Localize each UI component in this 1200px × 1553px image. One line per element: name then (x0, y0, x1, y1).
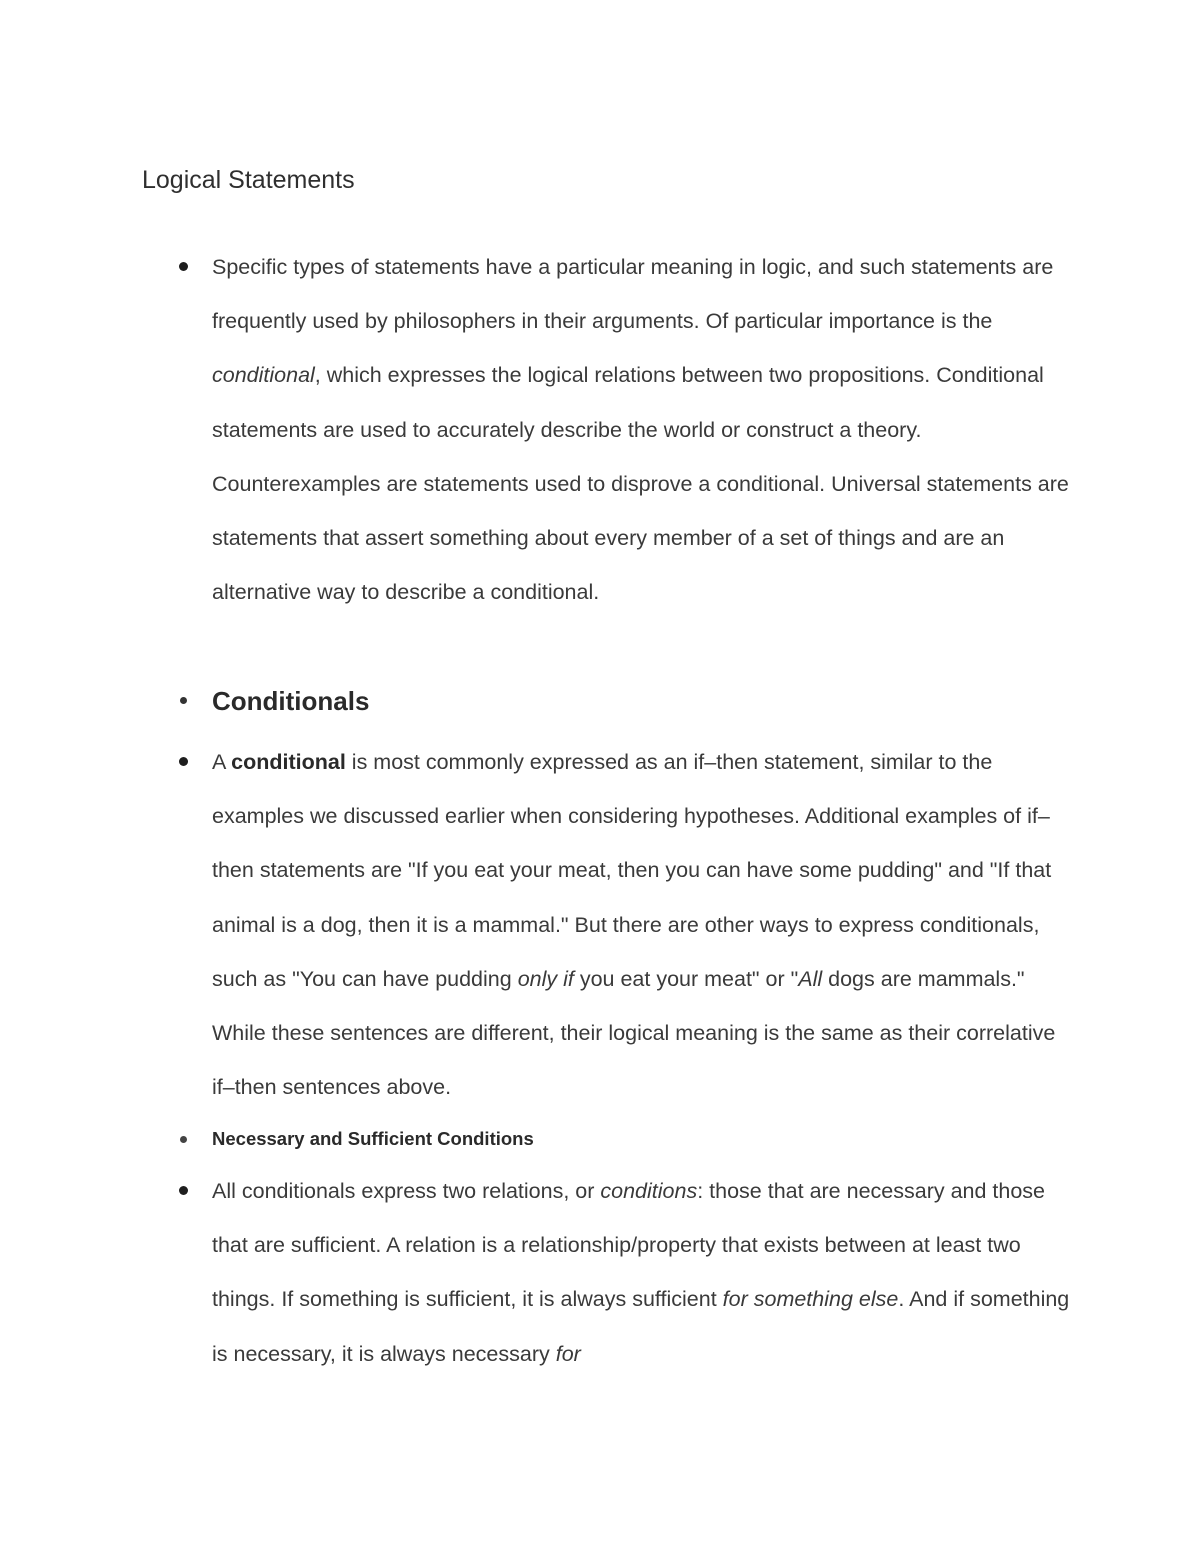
page-title: Logical Statements (142, 166, 355, 194)
text-segment: dogs are mammals." While these sentences are different, their logical meaning is the same as their correlative if–then sentences above. (212, 966, 1056, 1100)
text-segment: Specific types of statements have a particular meaning in logic, and such statements are frequently used by philosophers in their arguments. Of particular importance is the (212, 255, 1054, 334)
text-segment: . And if something is necessary, it is always necessary (212, 1287, 1070, 1366)
section-heading: Conditionals (212, 686, 370, 716)
text-segment: you eat your meat" or " (573, 966, 799, 991)
text-segment-italic: conditional (212, 363, 315, 388)
text-segment-italic: only if (517, 966, 574, 991)
text-segment: A (212, 750, 232, 774)
paragraph-text (212, 750, 1055, 1099)
text-segment-italic: All (798, 966, 823, 991)
text-segment: , which expresses the logical relations between two propositions. Conditional statements are used to accurately describe the world or construct a theory. Counterexamples are statements used to disprove a conditional. Universal statements are statements that assert something about every member of a set of things and are an alternative way to describe a conditional. (212, 363, 1069, 605)
bullet-icon (180, 697, 187, 704)
bullet-icon (179, 262, 188, 271)
paragraph-text (212, 1179, 1069, 1366)
text-segment-italic: for something else (722, 1287, 899, 1312)
text-segment-italic: for (555, 1341, 581, 1366)
list-item-intro (212, 240, 1072, 619)
text-segment: is most commonly expressed as an if–then statement, similar to the examples we discussed earlier when considering hypotheses. Additional examples of if–then statements are "If you eat your meat, then you can have some pudding" and "If that animal is a dog, then it is a mammal." But there are other ways to express conditionals, such as "You can have pudding (212, 750, 1052, 991)
text-segment-bold: conditional (231, 750, 346, 774)
text-segment: All conditionals express two relations, or (212, 1179, 601, 1203)
paragraph-text (212, 255, 1069, 604)
text-segment: : those that are necessary and those that are sufficient. A relation is a relationship/property that exists between at least two things. If something is sufficient, it is always sufficient (212, 1179, 1046, 1312)
text-segment-italic: conditions (600, 1179, 698, 1203)
list-item-conditional (212, 735, 1072, 1114)
list-item-heading-conditionals (212, 681, 1072, 721)
section-heading: Necessary and Sufficient Conditions (212, 1128, 534, 1149)
bullet-icon (179, 757, 188, 766)
list-item-heading-necessary-sufficient (212, 1126, 1072, 1152)
bullet-icon (180, 1136, 187, 1143)
bullet-icon (179, 1186, 188, 1195)
list-item-conditions (212, 1164, 1072, 1381)
